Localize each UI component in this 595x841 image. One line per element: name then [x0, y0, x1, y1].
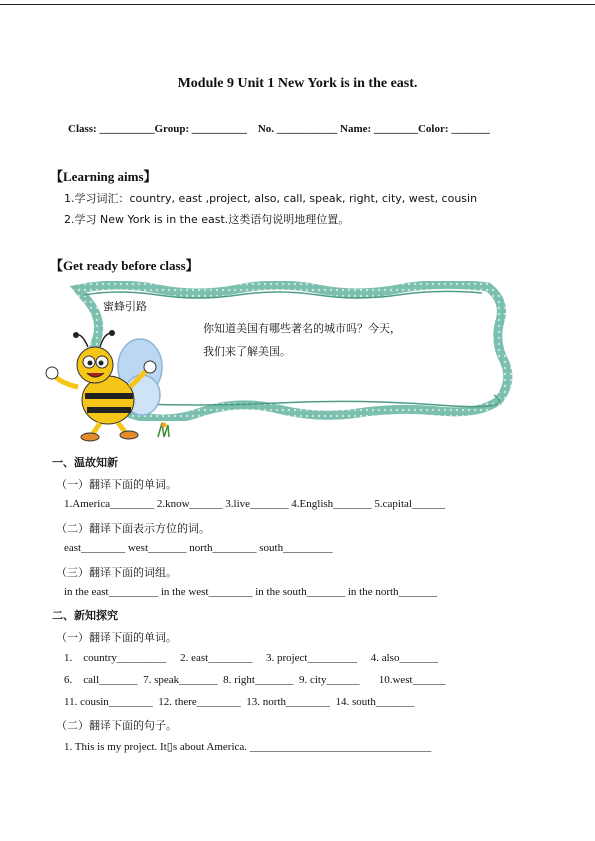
learning-aim-1: 1.学习词汇：country, east ,project, also, call, speak, right, city, west, cousin: [64, 192, 478, 205]
section-2-part-1-label: （一）翻译下面的单词。: [56, 631, 177, 644]
callout-title: 蜜蜂引路: [103, 300, 147, 313]
learning-aim-2: 2.学习 New York is in the east.这类语句说明地理位置。: [64, 213, 350, 226]
bee-illustration: [30, 325, 180, 445]
section-2-part-2-label: （二）翻译下面的句子。: [56, 719, 177, 732]
top-rule: [0, 4, 595, 5]
page-title: Module 9 Unit 1 New York is in the east.: [177, 76, 418, 91]
section-2-heading: 二、新知探究: [52, 609, 118, 622]
section-1-part-1-items: 1.America________ 2.know______ 3.live_______ 4.English_______ 5.capital______: [64, 498, 445, 510]
section-2-row-2: 6. call_______ 7. speak_______ 8. right_______ 9. city______ 10.west______: [64, 674, 446, 686]
section-1-part-2-items: east________ west_______ north________ south_________: [64, 542, 333, 554]
get-ready-heading: 【Get ready before class】: [50, 258, 199, 273]
section-2-row-1: 1. country_________ 2. east________ 3. project_________ 4. also_______: [64, 652, 438, 664]
section-1-part-3-label: （三）翻译下面的词组。: [56, 566, 177, 579]
callout-line-1: 你知道美国有哪些著名的城市吗？今天，: [203, 322, 401, 335]
section-1-part-2-label: （二）翻译下面表示方位的词。: [56, 522, 210, 535]
section-1-part-3-items: in the east_________ in the west________ in the south_______ in the north_______: [64, 586, 438, 598]
learning-aims-heading: 【Learning aims】: [50, 169, 157, 184]
section-1-heading: 一、温故知新: [52, 456, 118, 469]
section-2-sentence-1: 1. This is my project. It▯s about America. _________________________________: [64, 741, 432, 753]
student-info-line: Class: __________Group: __________ No. ___________ Name: ________Color: _______: [68, 123, 490, 135]
section-2-row-3: 11. cousin________ 12. there________ 13. north________ 14. south_______: [64, 696, 415, 708]
callout-line-2: 我们来了解美国。: [203, 345, 291, 358]
section-1-part-1-label: （一）翻译下面的单词。: [56, 478, 177, 491]
